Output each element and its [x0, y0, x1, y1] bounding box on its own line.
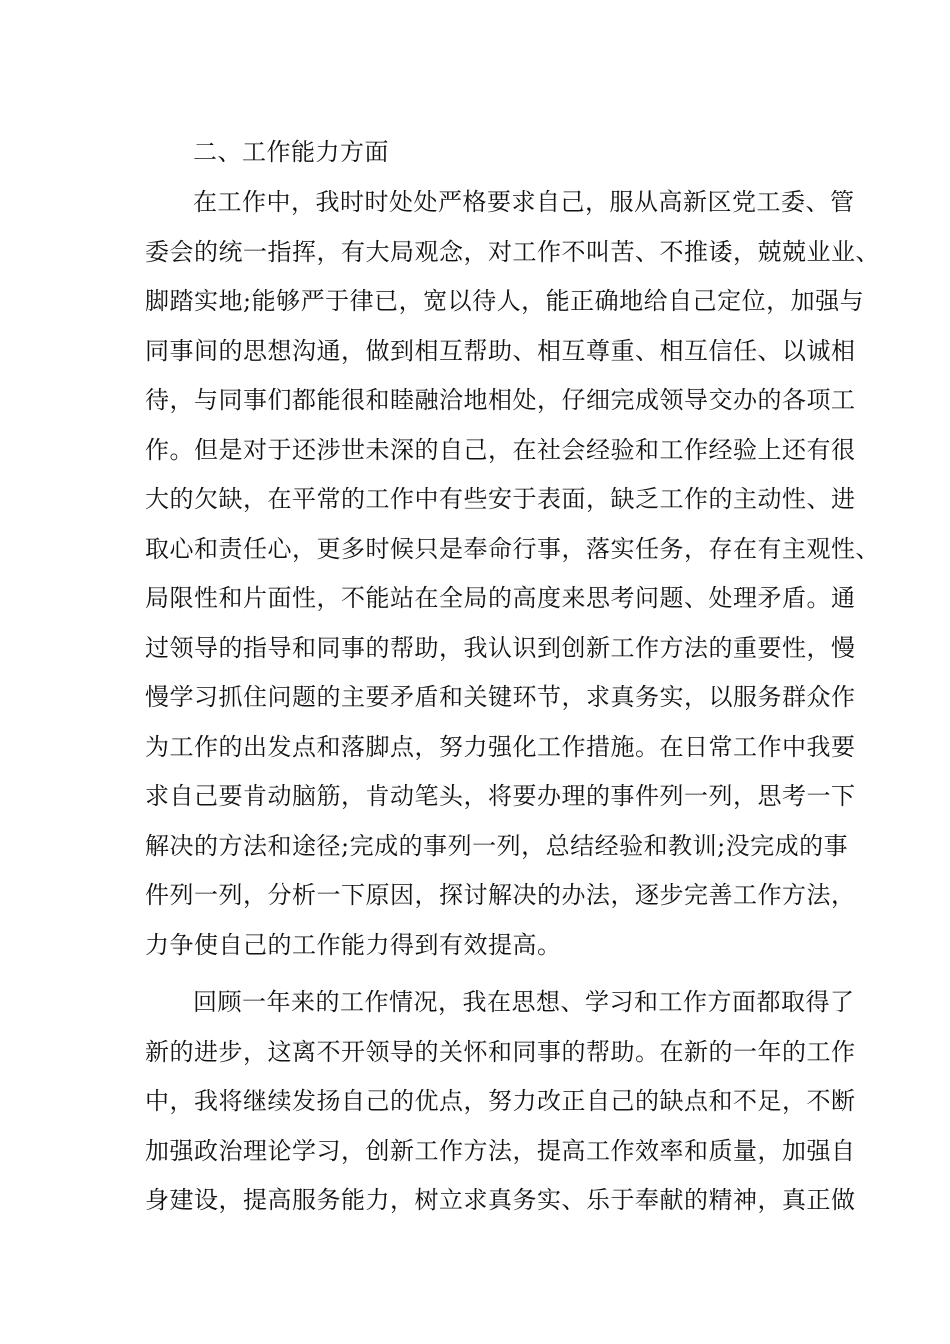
- paragraph-line: 脚踏实地;能够严于律已，宽以待人，能正确地给自己定位，加强与: [145, 287, 865, 315]
- paragraph-line: 局限性和片面性，不能站在全局的高度来思考问题、处理矛盾。通: [145, 584, 856, 612]
- paragraph-line: 回顾一年来的工作情况，我在思想、学习和工作方面都取得了: [193, 988, 855, 1016]
- paragraph-line: 待，与同事们都能很和睦融洽地相处，仔细完成领导交办的各项工: [145, 386, 856, 414]
- paragraph-line: 取心和责任心，更多时候只是奉命行事，落实任务，存在有主观性、: [145, 535, 880, 563]
- paragraph-line: 大的欠缺，在平常的工作中有些安于表面，缺乏工作的主动性、进: [145, 485, 856, 513]
- paragraph-line: 过领导的指导和同事的帮助，我认识到创新工作方法的重要性，慢: [145, 634, 856, 662]
- paragraph-line: 加强政治理论学习，创新工作方法，提高工作效率和质量，加强自: [145, 1137, 856, 1165]
- paragraph-line: 中，我将继续发扬自己的优点，努力改正自己的缺点和不足，不断: [145, 1087, 856, 1115]
- paragraph-line: 解决的方法和途径;完成的事列一列，总结经验和教训;没完成的事: [145, 832, 849, 860]
- paragraph-line: 为工作的出发点和落脚点，努力强化工作措施。在日常工作中我要: [145, 733, 856, 761]
- paragraph-line: 身建设，提高服务能力，树立求真务实、乐于奉献的精神，真正做: [145, 1186, 856, 1214]
- paragraph-line: 力争使自己的工作能力得到有效提高。: [145, 931, 562, 959]
- paragraph-line: 慢学习抓住问题的主要矛盾和关键环节，求真务实，以服务群众作: [145, 683, 856, 711]
- paragraph-line: 在工作中，我时时处处严格要求自己，服从高新区党工委、管: [193, 188, 855, 216]
- paragraph-line: 同事间的思想沟通，做到相互帮助、相互尊重、相互信任、以诚相: [145, 337, 856, 365]
- paragraph-line: 委会的统一指挥，有大局观念，对工作不叫苦、不推诿，兢兢业业、: [145, 238, 880, 266]
- paragraph-line: 新的进步，这离不开领导的关怀和同事的帮助。在新的一年的工作: [145, 1038, 856, 1066]
- paragraph-line: 件列一列，分析一下原因，探讨解决的办法，逐步完善工作方法，: [145, 881, 856, 909]
- section-heading: 二、工作能力方面: [193, 138, 389, 166]
- paragraph-line: 作。但是对于还涉世未深的自己，在社会经验和工作经验上还有很: [145, 436, 856, 464]
- paragraph-line: 求自己要肯动脑筋，肯动笔头，将要办理的事件列一列，思考一下: [145, 782, 856, 810]
